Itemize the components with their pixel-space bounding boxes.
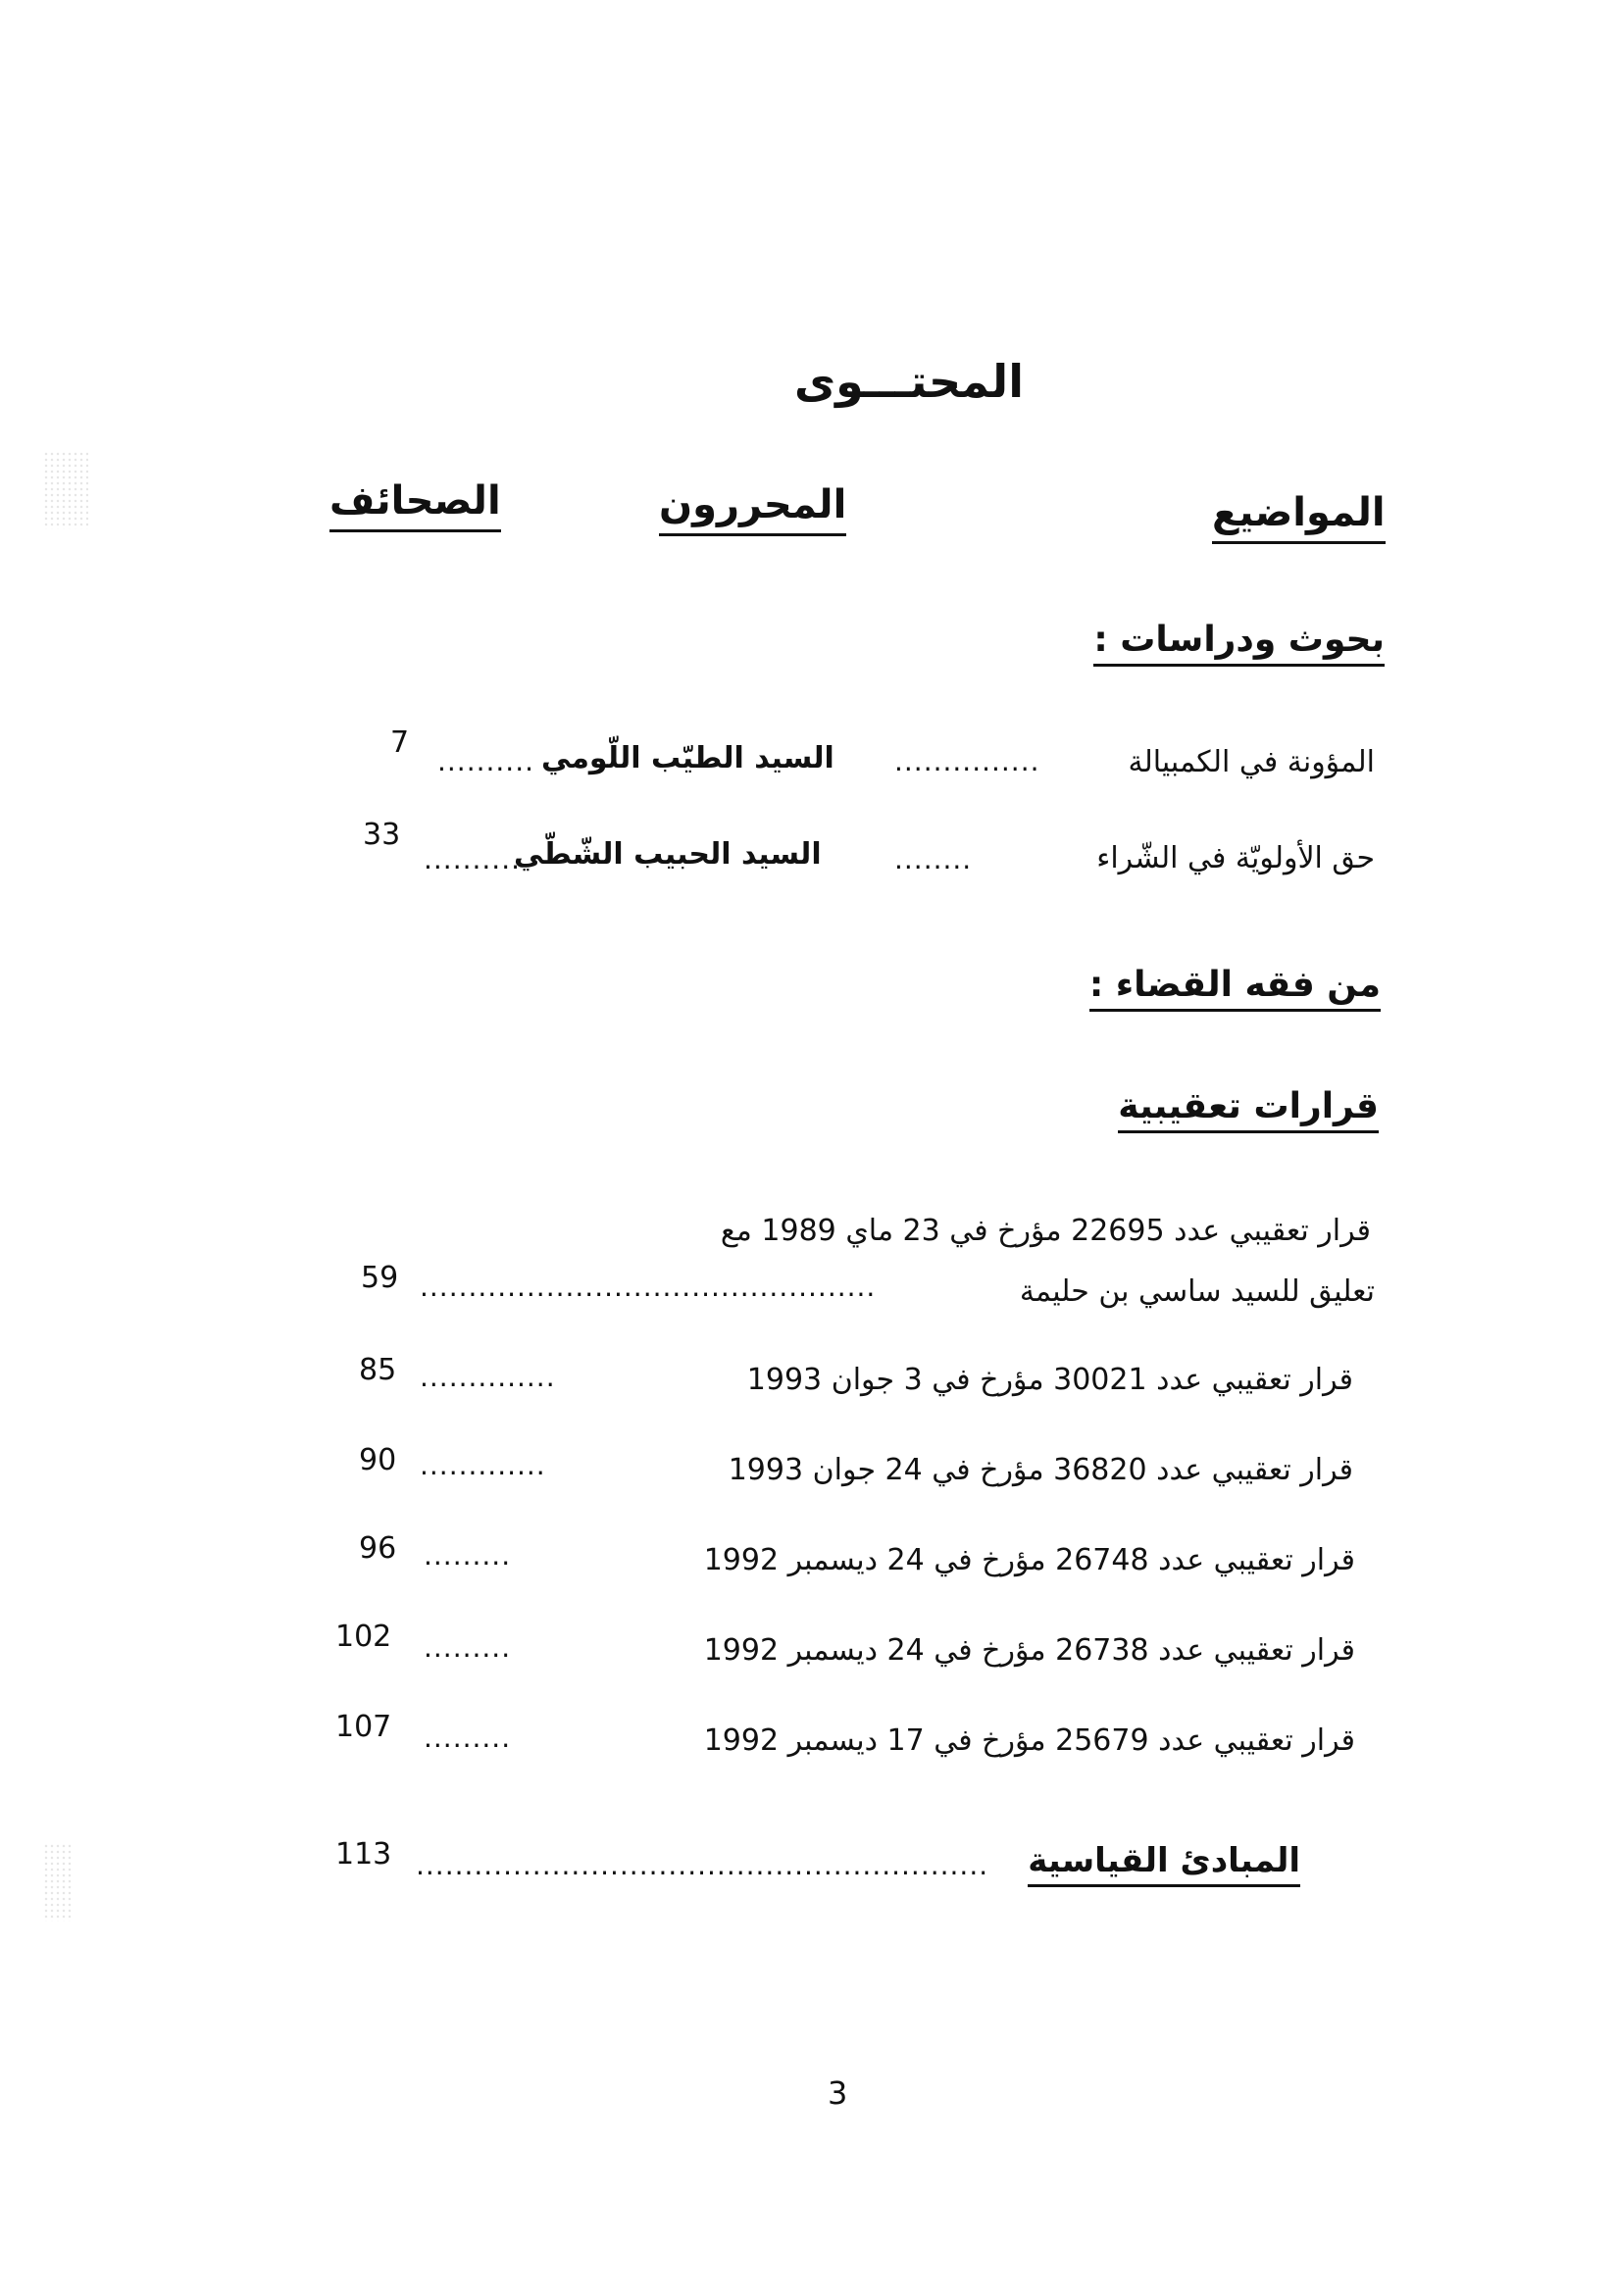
decision-2-line: قرار تعقيبي عدد 30021 مؤرخ في 3 جوان 1993 [746, 1363, 1353, 1397]
scan-speck-bottom [43, 1843, 73, 1922]
decision-1-dots: ............................................... [420, 1271, 877, 1303]
section-jurisprudence-heading: من فقه القضاء : [1089, 965, 1381, 1012]
research-row-2-topic: حق الأولويّة في الشّراء [1096, 841, 1375, 875]
principles-heading: المبادئ القياسية [1028, 1841, 1300, 1887]
decision-6-line: قرار تعقيبي عدد 25679 مؤرخ في 17 ديسمبر 1992 [703, 1723, 1355, 1758]
research-row-1-dots-b: .......... [437, 745, 535, 777]
decision-5-page: 102 [335, 1620, 392, 1654]
decision-1-line2: تعليق للسيد ساسي بن حليمة [1019, 1274, 1375, 1309]
section-research-heading: بحوث ودراسات : [1093, 620, 1385, 667]
decision-1-page: 59 [361, 1261, 399, 1295]
research-row-2-page: 33 [363, 818, 401, 852]
research-row-1-author: السيد الطيّب اللّومي [541, 741, 834, 775]
research-row-2-author: السيد الحبيب الشّطّي [514, 837, 822, 872]
page-title: المحتـــوى [794, 355, 1024, 408]
decision-3-page: 90 [359, 1443, 397, 1477]
page-number: 3 [828, 2074, 848, 2112]
section-decisions-heading: قرارات تعقيبية [1118, 1086, 1379, 1133]
decision-4-line: قرار تعقيبي عدد 26748 مؤرخ في 24 ديسمبر 1992 [703, 1543, 1355, 1577]
decision-1-line1: قرار تعقيبي عدد 22695 مؤرخ في 23 ماي 1989 مع [720, 1214, 1371, 1248]
decision-2-page: 85 [359, 1353, 397, 1387]
research-row-1-topic: المؤونة في الكمبيالة [1128, 745, 1375, 779]
principles-dots: ........................................................... [416, 1849, 989, 1881]
research-row-1-dots-a: ............... [894, 745, 1040, 777]
research-row-2-dots-b: .......... [424, 843, 522, 875]
research-row-2-dots-a: ........ [894, 843, 973, 875]
header-editors: المحررون [659, 482, 846, 536]
scan-speck-top [43, 451, 88, 529]
header-pages: الصحائف [329, 478, 501, 532]
decision-4-dots: ......... [424, 1539, 512, 1572]
decision-4-page: 96 [359, 1531, 397, 1566]
decision-3-dots: ............. [420, 1449, 546, 1481]
header-topics: المواضيع [1212, 490, 1386, 544]
decision-5-dots: ......... [424, 1631, 512, 1664]
decision-2-dots: .............. [420, 1361, 556, 1393]
decision-6-dots: ......... [424, 1722, 512, 1754]
decision-5-line: قرار تعقيبي عدد 26738 مؤرخ في 24 ديسمبر 1992 [703, 1633, 1355, 1668]
decision-3-line: قرار تعقيبي عدد 36820 مؤرخ في 24 جوان 1993 [728, 1453, 1353, 1487]
principles-page: 113 [335, 1837, 392, 1872]
decision-6-page: 107 [335, 1710, 392, 1744]
research-row-1-page: 7 [390, 725, 410, 760]
